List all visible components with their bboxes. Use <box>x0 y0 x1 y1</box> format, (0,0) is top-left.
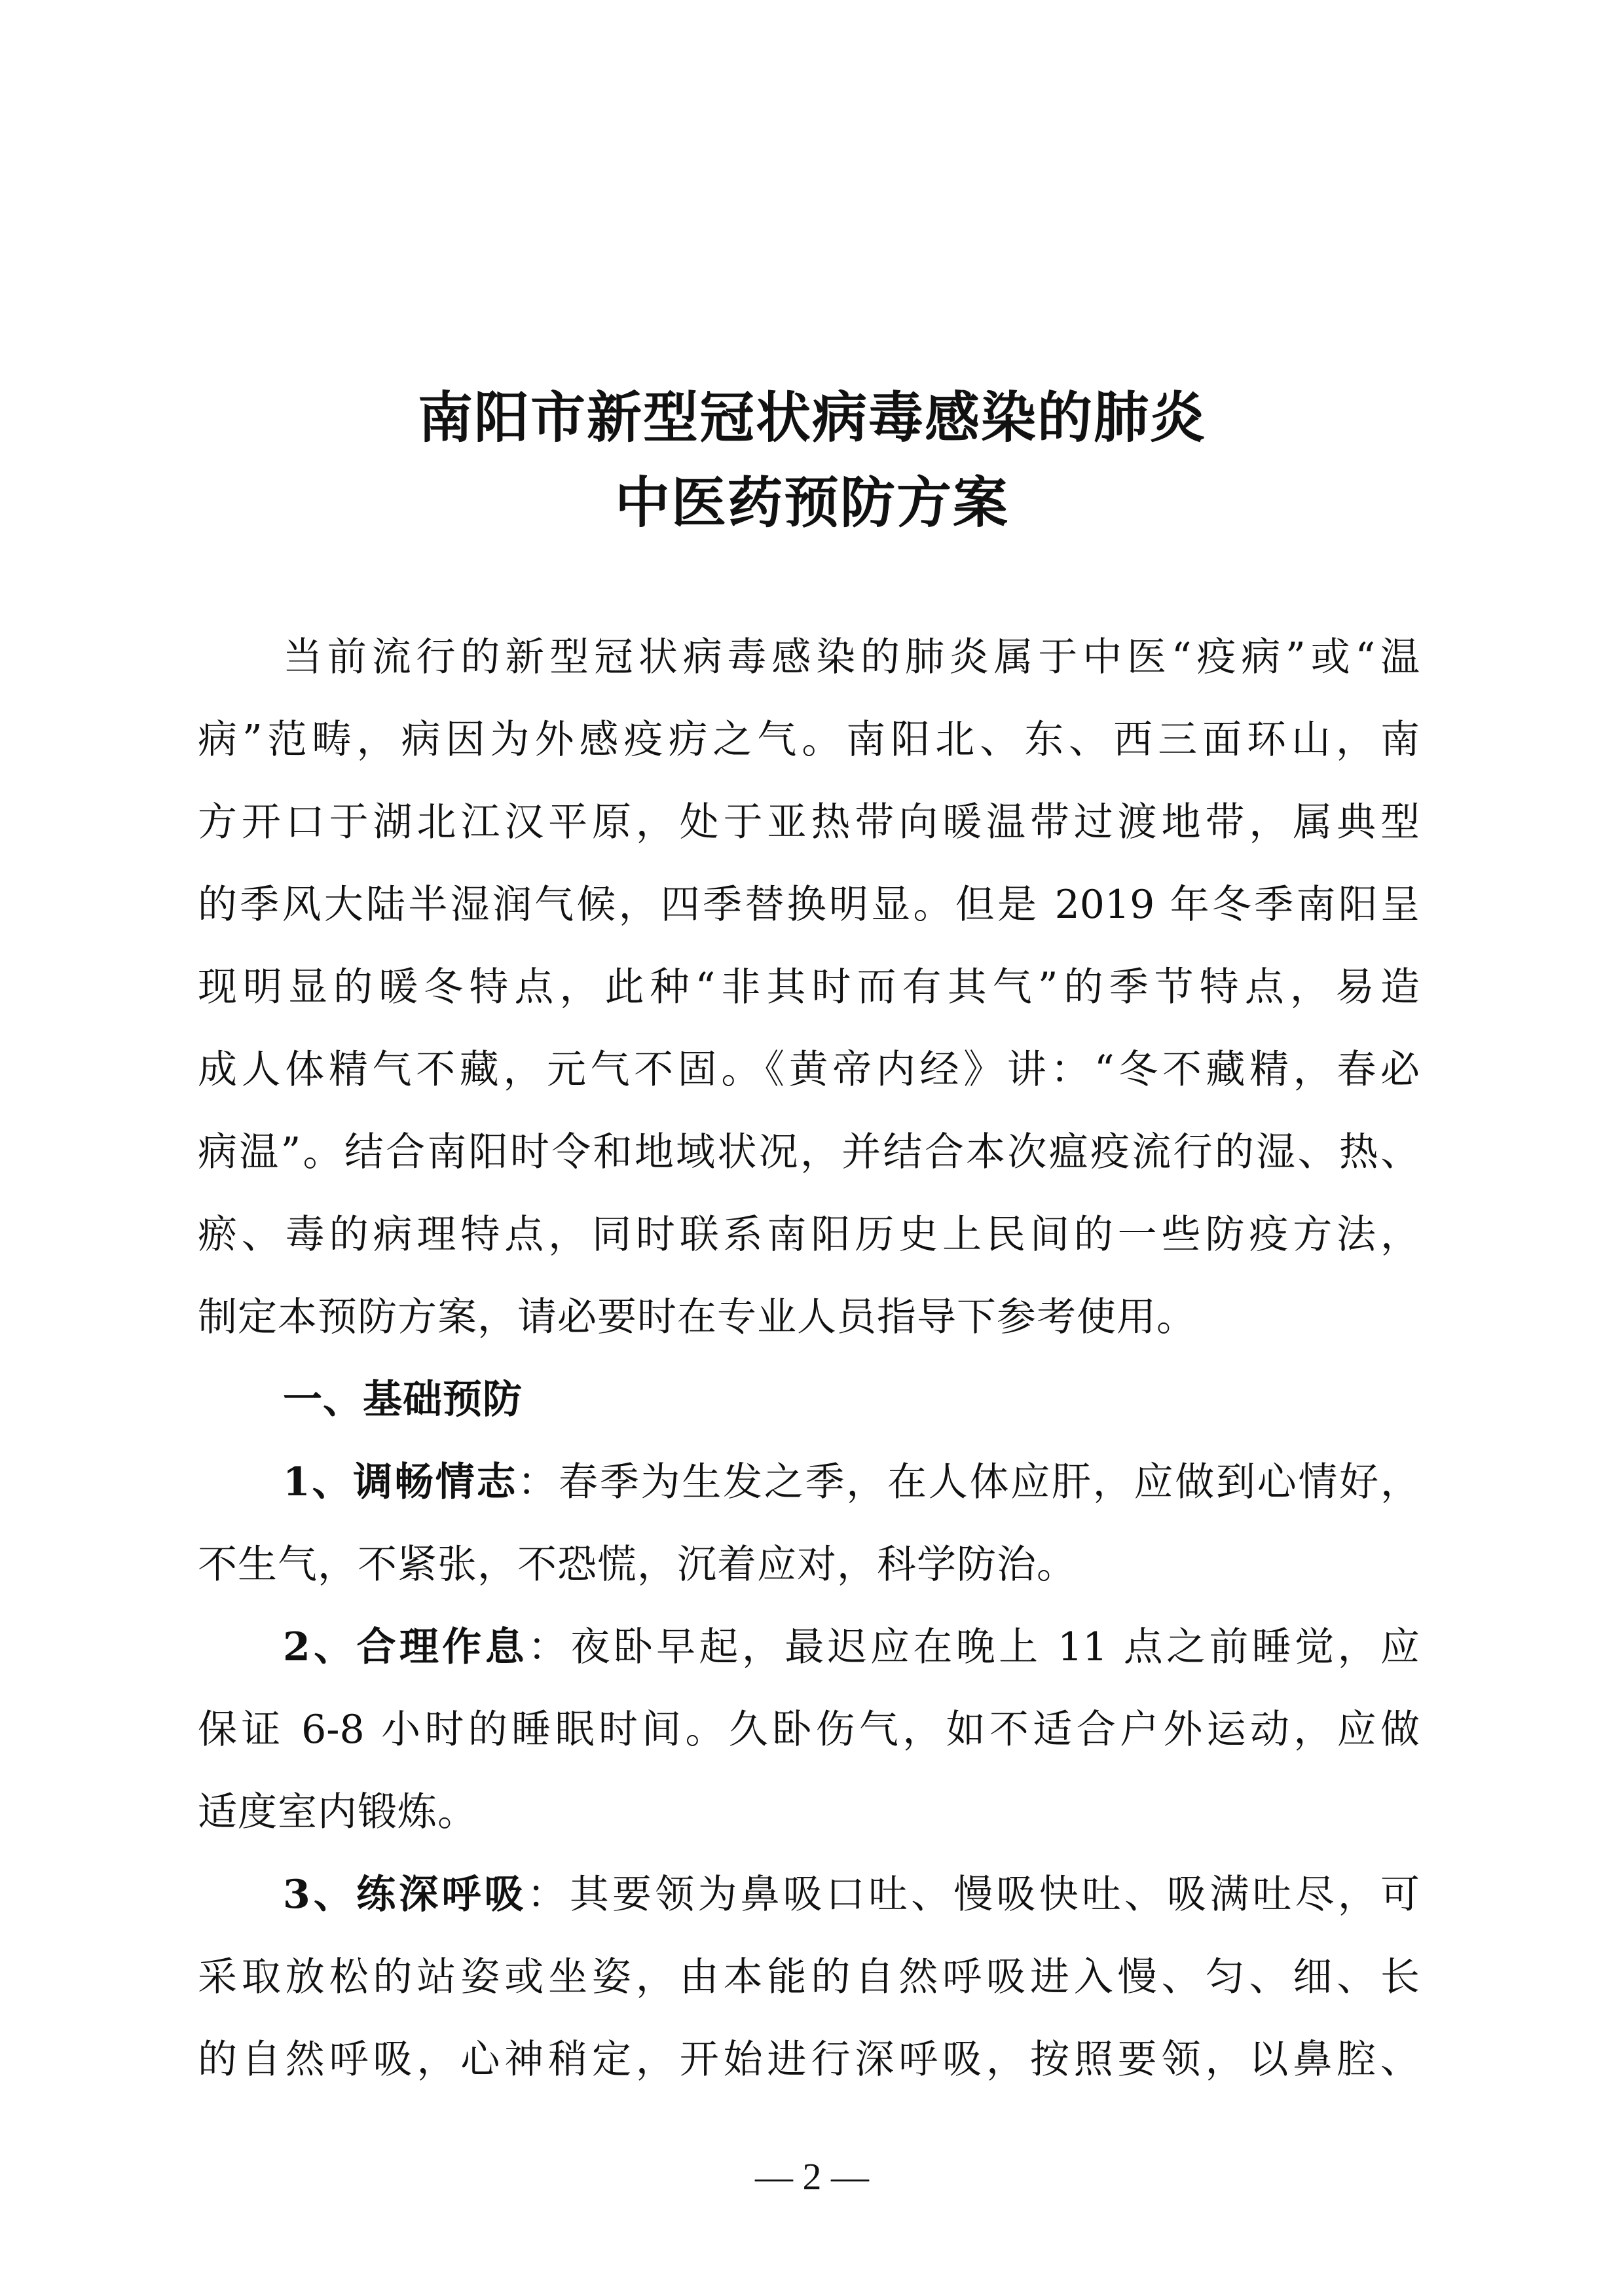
intro-line: 病”范畴，病因为外感疫疠之气。南阳北、东、西三面环山，南 <box>198 717 1420 763</box>
item-1-first-line <box>283 1459 1420 1506</box>
intro-line: 的季风大陆半湿润气候，四季替换明显。但是 2019 年冬季南阳呈 <box>198 882 1420 928</box>
item-2-first-line <box>283 1624 1420 1671</box>
intro-line: 瘀、毒的病理特点，同时联系南阳历史上民间的一些防疫方法， <box>198 1212 1420 1258</box>
item-3-text: ：其要领为鼻吸口吐、慢吸快吐、吸满吐尽，可 <box>526 1872 1420 1918</box>
intro-line: 当前流行的新型冠状病毒感染的肺炎属于中医“疫病”或“温 <box>283 634 1420 680</box>
item-line: 不生气，不紧张，不恐慌，沉着应对，科学防治。 <box>198 1542 1077 1588</box>
item-3-label: 3、练深呼吸 <box>283 1872 527 1918</box>
document-title-line-1: 南阳市新型冠状病毒感染的肺炎 <box>417 385 1206 450</box>
intro-line: 成人体精气不藏，元气不固。《黄帝内经》讲：“冬不藏精，春必 <box>198 1047 1420 1093</box>
item-2-label: 2、合理作息 <box>283 1624 528 1670</box>
item-line: 采取放松的站姿或坐姿，由本能的自然呼吸进入慢、匀、细、长 <box>198 1954 1420 2000</box>
item-line: 的自然呼吸，心神稍定，开始进行深呼吸，按照要领，以鼻腔、 <box>198 2037 1420 2083</box>
intro-line: 现明显的暖冬特点，此种“非其时而有其气”的季节特点，易造 <box>198 964 1420 1010</box>
intro-line: 病温”。结合南阳时令和地域状况，并结合本次瘟疫流行的湿、热、 <box>198 1129 1420 1175</box>
section-heading: 一、基础预防 <box>283 1377 523 1423</box>
item-1-label: 1、调畅情志 <box>283 1459 518 1505</box>
intro-line: 方开口于湖北江汉平原，处于亚热带向暖温带过渡地带，属典型 <box>198 799 1420 845</box>
item-2-text: ：夜卧早起，最迟应在晚上 11 点之前睡觉，应 <box>528 1624 1420 1670</box>
item-3-first-line <box>283 1871 1420 1918</box>
intro-line: 制定本预防方案，请必要时在专业人员指导下参考使用。 <box>198 1294 1196 1340</box>
item-line: 保证 6-8 小时的睡眠时间。久卧伤气，如不适合户外运动，应做 <box>198 1707 1420 1753</box>
item-line: 适度室内锻炼。 <box>198 1789 477 1835</box>
item-1-text: ：春季为生发之季，在人体应肝，应做到心情好， <box>517 1459 1420 1505</box>
document-title-line-2: 中医药预防方案 <box>614 470 1009 535</box>
page-number: — 2 — <box>755 2155 869 2198</box>
